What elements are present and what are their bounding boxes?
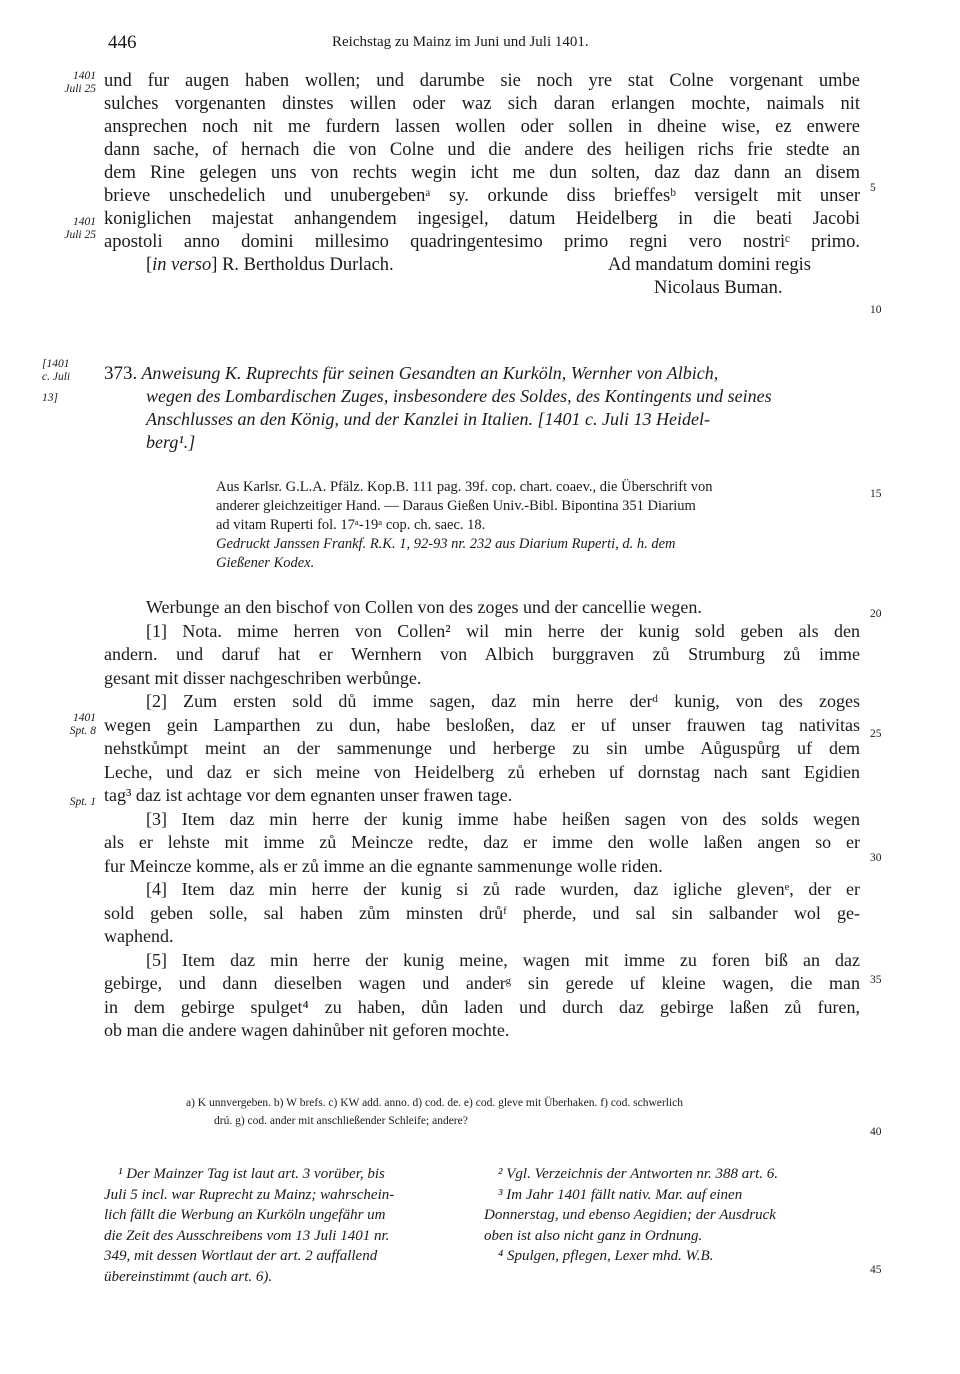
margin-date-year: 1401 (73, 712, 96, 724)
critical-apparatus (186, 1094, 856, 1130)
source-line: Gedruckt Janssen Frankf. R.K. 1, 92-93 nr. 232 aus Diarium Ruperti, d. h. dem (216, 536, 676, 552)
source-line: Gießener Kodex. (216, 555, 315, 571)
source-notes (216, 478, 856, 573)
margin-date-1 (44, 70, 96, 96)
line-number: 20 (870, 608, 882, 620)
text-line: Werbunge an den bischof von Collen von des zoges und der cancellie wegen. (146, 597, 702, 617)
text-line: [4] Item daz min herre der kunig si zů rade wurden, daz igliche glevenᵉ, der er (146, 879, 860, 899)
text-line: sold geben solle, sal haben zům minsten drůᶠ pherde, und sal sin salbander wol ge- (104, 902, 860, 923)
heading-line: Anschlusses an den König, und der Kanzlei in Italien. [1401 c. Juli 13 Heidel- (146, 409, 710, 429)
heading-line (104, 362, 860, 385)
top-text (104, 70, 860, 300)
text-line: [1] Nota. mime herren von Collen² wil min herre der kunig sold geben als den (146, 620, 860, 641)
margin-date-close: 13] (42, 392, 58, 404)
text-line: wegen gein Lamparthen zu dun, habe besloßen, daz er uf unser frauwen tag nativitas (104, 714, 860, 735)
verso-label: in verso (152, 255, 212, 275)
text-line: Leche, und daz er sich meine von Heidelberg zů erheben uf dornstag nach sant Egidien (104, 761, 860, 782)
footnote-line: lich fällt die Werbung an Kurköln ungefähr um (104, 1207, 386, 1223)
line-number: 15 (870, 488, 882, 500)
margin-date-day: Spt. 1 (69, 796, 96, 808)
text-line: sulches vorgenanten dinstes willen oder waz sich daran erlangen mochte, naimals nit (104, 94, 860, 114)
text-line: waphend. (104, 926, 174, 946)
margin-date-2 (44, 216, 96, 242)
line-number: 35 (870, 974, 882, 986)
margin-date-spt8 (44, 712, 96, 738)
line-number: 30 (870, 852, 882, 864)
signature-line: [in verso] R. Bertholdus Durlach. Ad mandatum domini regis (146, 255, 811, 275)
verso-signer: R. Bertholdus Durlach. (222, 255, 394, 275)
line-number: 5 (870, 182, 876, 194)
text-line: [5] Item daz min herre der kunig meine, wagen mit imme zu foren biß an daz (146, 949, 860, 970)
margin-date-year: 1401 (73, 216, 96, 228)
margin-date-spt1 (44, 796, 96, 809)
text-line: und fur augen haben wollen; und darumbe sie noch yre stat Colne vorgenant umbe (104, 71, 860, 91)
text-line: gesant mit disser nachgeschriben werbůnge. (104, 667, 422, 688)
footnote-line: die Zeit des Ausschreibens vom 13 Juli 1401 nr. (104, 1227, 390, 1244)
source-line: ad vitam Ruperti fol. 17ᵃ-19ᵃ cop. ch. saec. 18. (216, 517, 486, 533)
mandate-signer: Nicolaus Buman. (654, 278, 783, 298)
source-line: Aus Karlsr. G.L.A. Pfälz. Kop.B. 111 pag. 39f. cop. chart. coaev., die Überschrift von (216, 479, 713, 495)
footnote-line: Juli 5 incl. war Ruprecht zu Mainz; wahrschein- (104, 1186, 395, 1203)
footnote-line: ² Vgl. Verzeichnis der Antworten nr. 388 art. 6. (498, 1166, 779, 1182)
margin-date-year: [1401 (42, 358, 70, 370)
heading-text: Anweisung K. Ruprechts für seinen Gesandten an Kurköln, Wernher von Albich, (141, 363, 719, 383)
text-line: andern. und daruf hat er Wernhern von Albich burggraven zů Strumburg zů imme (104, 644, 860, 664)
margin-date-year: 1401 (73, 70, 96, 82)
mandate: Ad mandatum domini regis (608, 255, 811, 275)
text-line: ansprechen noch nit me furdern lassen wollen oder sollen in dheine wise, ez enwere (104, 117, 860, 137)
margin-date-day: Juli 25 (64, 229, 96, 241)
text-line: fur Meincze komme, als er zů imme an die egnante sammenunge wolle riden. (104, 855, 663, 876)
line-number: 10 (870, 304, 882, 316)
text-line: koniglichen majestat anhangendem ingesigel, datum Heidelberg in die beati Jacobi (104, 209, 860, 229)
document-number: 373. (104, 363, 138, 384)
line-number: 45 (870, 1264, 882, 1276)
footnote-line: Donnerstag, und ebenso Aegidien; der Ausdruck (484, 1207, 776, 1223)
footnote-line: ¹ Der Mainzer Tag ist laut art. 3 vorüber, bis (118, 1166, 385, 1182)
text-line: in dem gebirge spulget⁴ zu haben, důn laden und durch daz gebirge laßen zů furen, (104, 996, 860, 1017)
text-line: nehstkůmpt meint an der sammenunge und herberge zu sin umbe Aůguspůrg uf dem (104, 738, 860, 758)
text-line: [3] Item daz min herre der kunig imme habe heißen sagen von des solds wegen (146, 808, 860, 829)
source-line: anderer gleichzeitiger Hand. — Daraus Gießen Univ.-Bibl. Bipontina 351 Diarium (216, 498, 696, 514)
margin-date-day: Juli 25 (64, 83, 96, 95)
running-header (108, 32, 868, 62)
text-line: dem Rine gelegen uns von rechts wegin icht me dun solten, daz daz dann an disem (104, 163, 860, 183)
mandate-signer-line (104, 277, 860, 300)
text-line: als er lehste mit imme zů Meincze redte, daz er imme den wolle laßen angen so er (104, 832, 860, 852)
margin-date-day: c. Juli (42, 371, 71, 383)
footnote-line: ⁴ Spulgen, pflegen, Lexer mhd. W.B. (498, 1248, 714, 1264)
heading-line: wegen des Lombardischen Zuges, insbesondere des Soldes, des Kontingents und seines (146, 386, 772, 406)
footnotes-right (484, 1164, 856, 1267)
footnote-line: 349, mit dessen Wortlaut der art. 2 auffallend (104, 1248, 378, 1264)
document-heading (104, 362, 860, 454)
footnote-line: übereinstimmt (auch art. 6). (104, 1268, 273, 1285)
running-title: Reichstag zu Mainz im Juni und Juli 1401. (332, 34, 589, 50)
text-line: tag³ daz ist achtage vor dem egnanten unser frawen tage. (104, 785, 513, 805)
text-line: apostoli anno domini millesimo quadringentesimo primo regni vero nostriᶜ primo. (104, 232, 860, 252)
page-number: 446 (108, 32, 137, 53)
margin-heading-date (42, 358, 102, 405)
apparatus-line: drú. g) cod. ander mit anschließender Schleife; andere? (214, 1115, 468, 1127)
main-text (104, 596, 860, 1043)
line-number: 25 (870, 728, 882, 740)
heading-line: berg¹.] (146, 432, 196, 452)
footnote-line: ³ Im Jahr 1401 fällt nativ. Mar. auf einen (498, 1186, 743, 1203)
margin-date-day: Spt. 8 (69, 725, 96, 737)
footnotes-left (104, 1164, 464, 1287)
text-line: gebirge, und dann dieselben wagen und anderᵍ sin gerede uf kleine wagen, die man (104, 973, 860, 993)
text-line: [2] Zum ersten sold dů imme sagen, daz min herre derᵈ kunig, von des zoges (146, 691, 860, 711)
line-number: 40 (870, 1126, 882, 1138)
text-line: brieve unschedelich und unubergebenᵃ sy. orkunde diss brieffesᵇ versigelt mit unser (104, 186, 860, 206)
footnote-line: oben ist also nicht ganz in Ordnung. (484, 1227, 703, 1244)
text-line: ob man die andere wagen dahinůber nit geforen mochte. (104, 1020, 510, 1040)
apparatus-line: a) K unnvergeben. b) W brefs. c) KW add. anno. d) cod. de. e) cod. gleve mit Überhaken. f) cod. schwerlich (186, 1097, 683, 1109)
text-line: dann sache, of hernach die von Colne und die andere des heiligen richs frie stedte an (104, 140, 860, 160)
